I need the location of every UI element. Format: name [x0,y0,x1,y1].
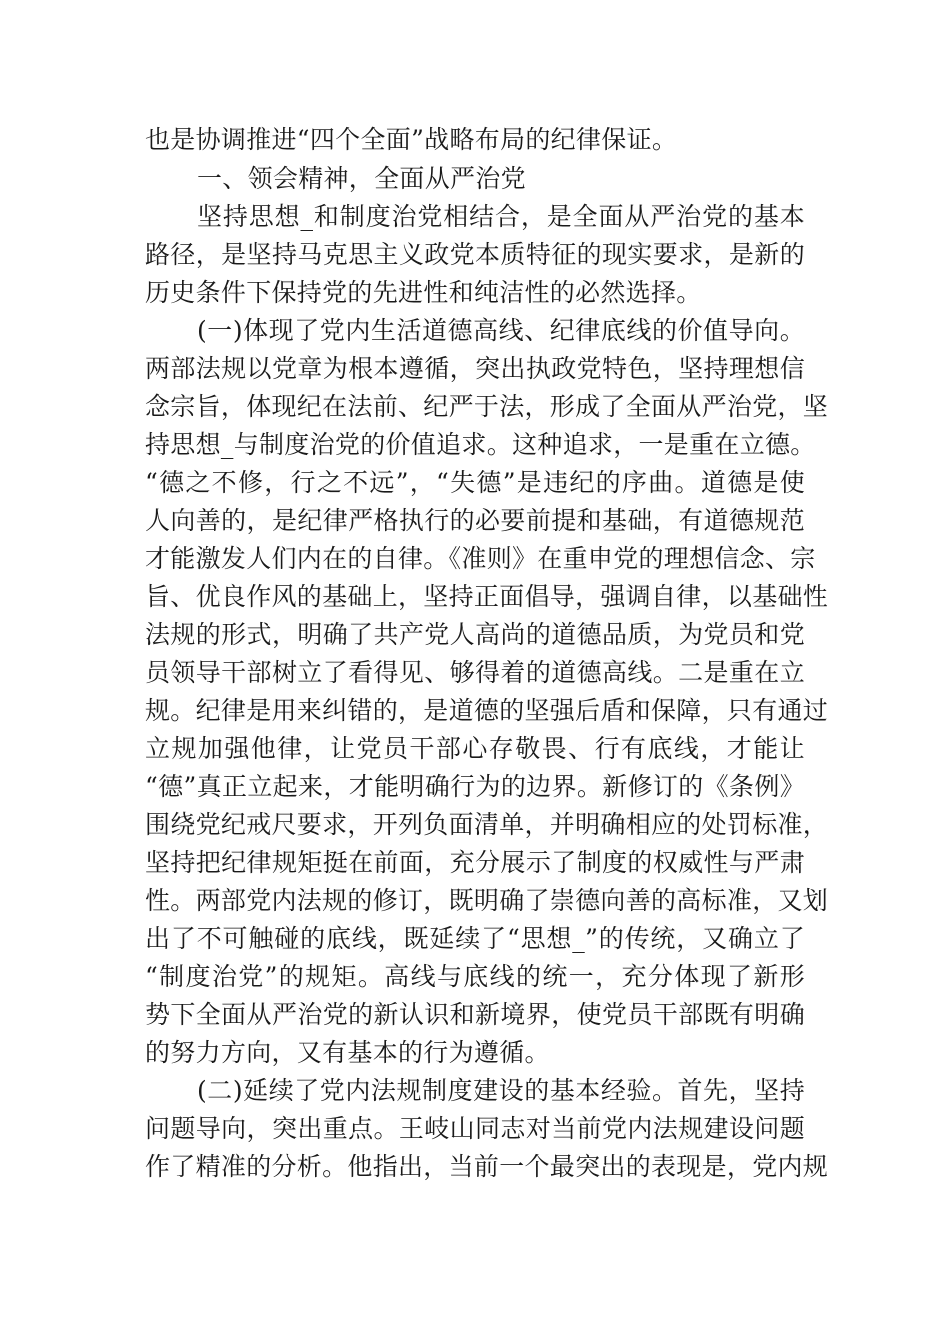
text-line: 念宗旨，体现纪在法前、纪严于法，形成了全面从严治党，坚 [145,392,829,421]
section-heading: 一、领会精神，全面从严治党 [197,164,526,193]
text-line: 规。纪律是用来纠错的，是道德的坚强后盾和保障，只有通过 [145,696,829,725]
subsection-heading: (一)体现了党内生活道德高线、纪律底线的价值导向。 [197,316,805,345]
text-line: 坚持思想_和制度治党相结合，是全面从严治党的基本 [197,202,805,231]
text-line: 两部法规以党章为根本遵循，突出执政党特色，坚持理想信 [145,354,805,383]
text-line: 持思想_与制度治党的价值追求。这种追求，一是重在立德。 [145,430,816,459]
text-line: 性。两部党内法规的修订，既明确了崇德向善的高标准，又划 [145,886,829,915]
text-line: 势下全面从严治党的新认识和新境界，使党员干部既有明确 [145,1000,805,1029]
text-line: 的努力方向，又有基本的行为遵循。 [145,1038,550,1067]
text-line: “制度治党”的规矩。高线与底线的统一，充分体现了新形 [145,962,805,991]
text-line: 坚持把纪律规矩挺在前面，充分展示了制度的权威性与严肃 [145,848,805,877]
text-line: 路径，是坚持马克思主义政党本质特征的现实要求，是新的 [145,240,805,269]
text-line: 也是协调推进“四个全面”战略布局的纪律保证。 [145,125,678,154]
text-line: 员领导干部树立了看得见、够得着的道德高线。二是重在立 [145,658,805,687]
text-line: 出了不可触碰的底线，既延续了“思想_”的传统，又确立了 [145,924,805,953]
text-line: “德之不修，行之不远”，“失德”是违纪的序曲。道德是使 [145,468,805,497]
text-line: 历史条件下保持党的先进性和纯洁性的必然选择。 [145,278,702,307]
text-line: “德”真正立起来，才能明确行为的边界。新修订的《条例》 [145,772,805,801]
text-line: 旨、优良作风的基础上，坚持正面倡导，强调自律，以基础性 [145,582,829,611]
text-line: 围绕党纪戒尺要求，开列负面清单，并明确相应的处罚标准， [145,810,829,839]
text-line: 问题导向，突出重点。王岐山同志对当前党内法规建设问题 [145,1114,805,1143]
text-line: 立规加强他律，让党员干部心存敬畏、行有底线，才能让 [145,734,805,763]
subsection-heading: (二)延续了党内法规制度建设的基本经验。首先，坚持 [197,1076,805,1105]
text-line: 法规的形式，明确了共产党人高尚的道德品质，为党员和党 [145,620,805,649]
text-line: 才能激发人们内在的自律。《准则》在重申党的理想信念、宗 [145,544,816,573]
text-line: 作了精准的分析。他指出，当前一个最突出的表现是，党内规 [145,1152,829,1181]
text-line: 人向善的，是纪律严格执行的必要前提和基础，有道德规范 [145,506,805,535]
